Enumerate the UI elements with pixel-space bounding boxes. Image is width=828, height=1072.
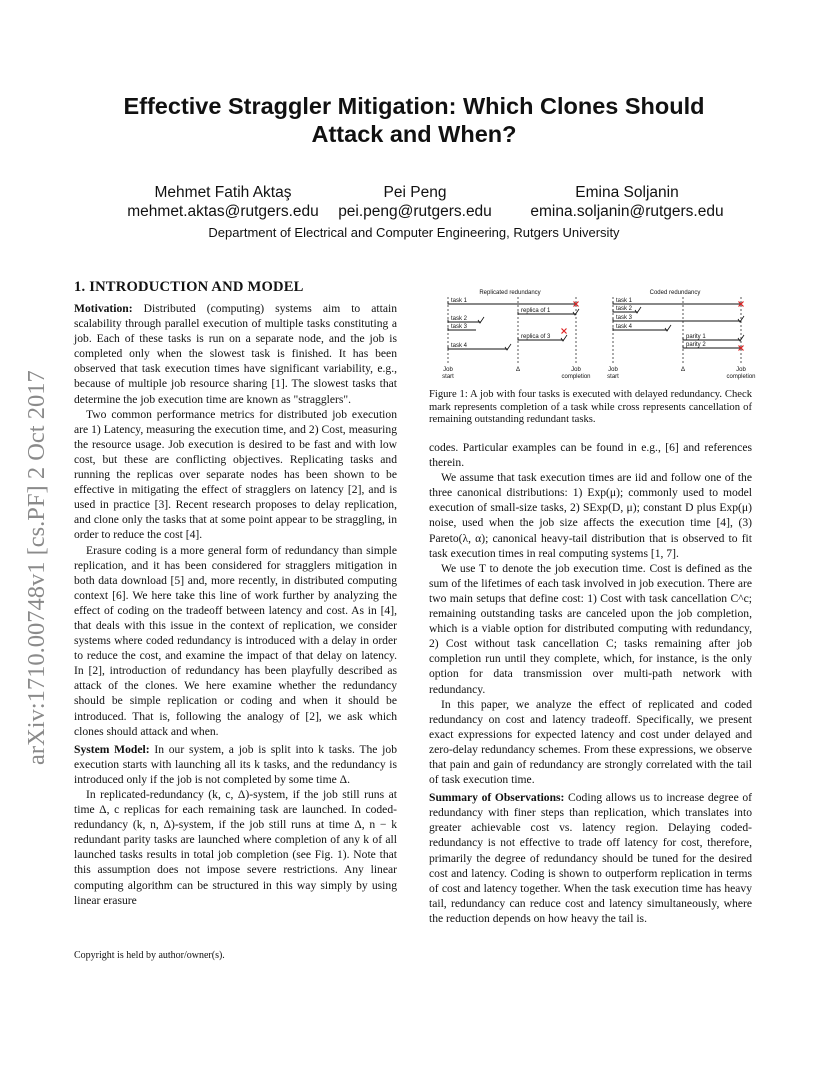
figure-caption: Figure 1: A job with four tasks is executed with delayed redundancy. Check mark represents completion of a task while cross represents cancellation of remaining outstanding redundant tasks. — [429, 389, 752, 426]
section-heading: 1. INTRODUCTION AND MODEL — [74, 279, 304, 295]
replica-label: replica of 3 — [521, 334, 551, 340]
author-name: Mehmet Fatih Aktaş — [154, 184, 292, 201]
paragraph-text: Coding allows us to increase degree of redundancy with finer steps than replication, which translates into greater achievable cost vs. latency region. Delaying coded-redundancy is not effective to trade off latency for cost, therefore, primarily the degree of redundancy should be tuned for the desired cost and latency. Coding is shown to outperform replication in terms of cost and latency together. When the task execution time has heavy tail, redundancy can reduce cost and latency simultaneously, where the reduction depends on how heavy the tail is. — [429, 791, 752, 925]
axis-label-start: start — [607, 374, 619, 380]
author-name: Pei Peng — [383, 184, 447, 201]
paragraph-text: In our system, a job is split into k tasks. The job execution starts with launching all its k tasks, and the redundancy is introduced only if the job is not completed by some time Δ. — [74, 742, 397, 786]
coding-paragraph: Erasure coding is a more general form of redundancy than simple replication, and it has been considered for stragglers mitigation in both data download [5] and, more recently, in distributed computing context [6]. We here take this line of work further by analyzing the effect of coding on the tradeoff between latency and cost. As in [4], that deals with this issue in the context of replication, we consider systems where coded redundancy is introduced with a delay in order to reduce the cost, and examine the impact of that delay on latency. In [2], introduction of redundancy has been playfully described as attack of the clones. We here examine whether the redundancy should be simple replication or coding and when it should be introduced. That is, following the analogy of [2], we ask which clones should attack and when. — [74, 543, 397, 738]
replicated-redundancy-panel — [442, 290, 590, 380]
author-block-3 — [522, 183, 732, 221]
metrics-paragraph: Two common performance metrics for distributed job execution are 1) Latency, measuring the execution time, and 2) Cost, measuring the resource usage. Job execution is desired to be fast and with low cost, but these are conflicting objectives. Replicating tasks and running the replicas over separate nodes has been shown to be effective in mitigating the effect of stragglers on latency [2], and is used in practice [3]. Recent research proposes to delay replication, and clone only the tasks that at some point appear to be straggling, in order to reduce the cost [4]. — [74, 407, 397, 542]
task-label: task 2 — [451, 316, 468, 322]
task-label: task 1 — [616, 298, 633, 304]
axis-label-job: Job — [736, 367, 746, 373]
cost-paragraph: We use T to denote the job execution time. Cost is defined as the sum of the lifetimes of each task involved in job execution. There are two main setups that define cost: 1) Cost with task cancellation C^c; remaining outstanding tasks are canceled upon the job completion, which is a viable option for distributed computing with redundancy, 2) Cost without task cancellation C; tasks remaining after job completion run until they complete, which, for instance, is the only option for data transmission over multi-path network with redundancy. — [429, 561, 752, 696]
paragraph-text: Distributed (computing) systems aim to attain scalability through parallel execution of multiple tasks constituting a job. Each of these tasks is run on a separate node, and the job is completed only when the slowest task is finished. It has been observed that task execution times have significant variability, e.g., because of multiple job resource sharing [1]. The slowest tasks that determine the job execution time are known as "stragglers". — [74, 302, 397, 406]
distributions-paragraph: We assume that task execution times are iid and follow one of the three canonical distributions: 1) Exp(μ); commonly used to model execution of small-size tasks, 2) SExp(D, μ); constant D plus Exp(μ) noise, used when the job size affects the execution time [4], (3) Pareto(λ, α); canonical heavy-tail distribution that is observed to fit task execution times in real computing systems [1, 7]. — [429, 471, 752, 560]
arxiv-stamp — [22, 300, 50, 765]
panel-title: Replicated redundancy — [479, 290, 541, 296]
paragraph-label: System Model: — [74, 742, 150, 756]
author-block-2 — [330, 183, 500, 221]
copyright-notice: Copyright is held by author/owner(s). — [74, 950, 225, 961]
redundancy-systems-paragraph: In replicated-redundancy (k, c, Δ)-system, if the job still runs at time Δ, c replicas for each remaining task are launched. In coded-redundancy (k, n, Δ)-system, if the job still runs at time Δ, n − k redundant parity tasks are launched where completion of any k of all launched tasks results in total job completion (see Fig. 1). Note that this assumption does not impose severe restrictions. Any linear computing algorithm can be structured in this way simply by using linear erasure — [74, 788, 397, 907]
panel-title: Coded redundancy — [649, 290, 701, 296]
task-label: task 4 — [451, 343, 468, 349]
task-label: task 3 — [616, 315, 633, 321]
author-email[interactable]: mehmet.aktas@rutgers.edu — [127, 203, 319, 220]
summary-paragraph — [429, 790, 752, 926]
left-column — [74, 279, 397, 908]
parity-label: parity 1 — [686, 334, 706, 340]
replica-label: replica of 1 — [521, 308, 551, 314]
axis-label-job: Job — [571, 367, 581, 373]
right-column — [429, 440, 752, 926]
paragraph-label: Summary of Observations: — [429, 791, 565, 805]
motivation-paragraph — [74, 301, 397, 407]
parity-label: parity 2 — [686, 342, 706, 348]
paragraph-label: Motivation: — [74, 302, 133, 315]
task-label: task 1 — [451, 298, 468, 304]
cross-mark-icon — [562, 329, 567, 334]
axis-label-completion: completion — [561, 374, 591, 380]
axis-label-delta: Δ — [515, 367, 521, 373]
author-block-1 — [118, 183, 328, 221]
axis-label-job: Job — [608, 367, 618, 373]
paper-title: Effective Straggler Mitigation: Which Clones Should Attack and When? — [123, 93, 705, 147]
axis-label-job: Job — [443, 367, 453, 373]
axis-label-completion: completion — [726, 374, 756, 380]
axis-label-delta: Δ — [680, 367, 686, 373]
continuation-paragraph: codes. Particular examples can be found in e.g., [6] and references therein. — [429, 441, 752, 470]
author-name: Emina Soljanin — [575, 184, 679, 201]
author-email[interactable]: emina.soljanin@rutgers.edu — [530, 203, 724, 220]
task-label: task 4 — [616, 324, 633, 330]
system-model-paragraph — [74, 742, 397, 787]
paper-scope-paragraph: In this paper, we analyze the effect of replicated and coded redundancy on cost and latency tradeoff. Specifically, we present exact expressions for expected latency and cost under delayed and zero-delay redundancy schemes. From these expressions, we observe that pain and gain of redundancy are strongly correlated with the tail of task execution time. — [429, 697, 752, 787]
axis-label-start: start — [442, 374, 454, 380]
arxiv-stamp-text: arXiv:1710.00748v1 [cs.PF] 2 Oct 2017 — [23, 370, 50, 765]
coded-redundancy-panel — [607, 290, 755, 380]
task-label: task 3 — [451, 324, 468, 330]
task-label: task 2 — [616, 306, 633, 312]
author-email[interactable]: pei.peng@rutgers.edu — [338, 203, 492, 220]
affiliation: Department of Electrical and Computer Engineering, Rutgers University — [208, 225, 620, 240]
figure-1 — [428, 285, 758, 385]
